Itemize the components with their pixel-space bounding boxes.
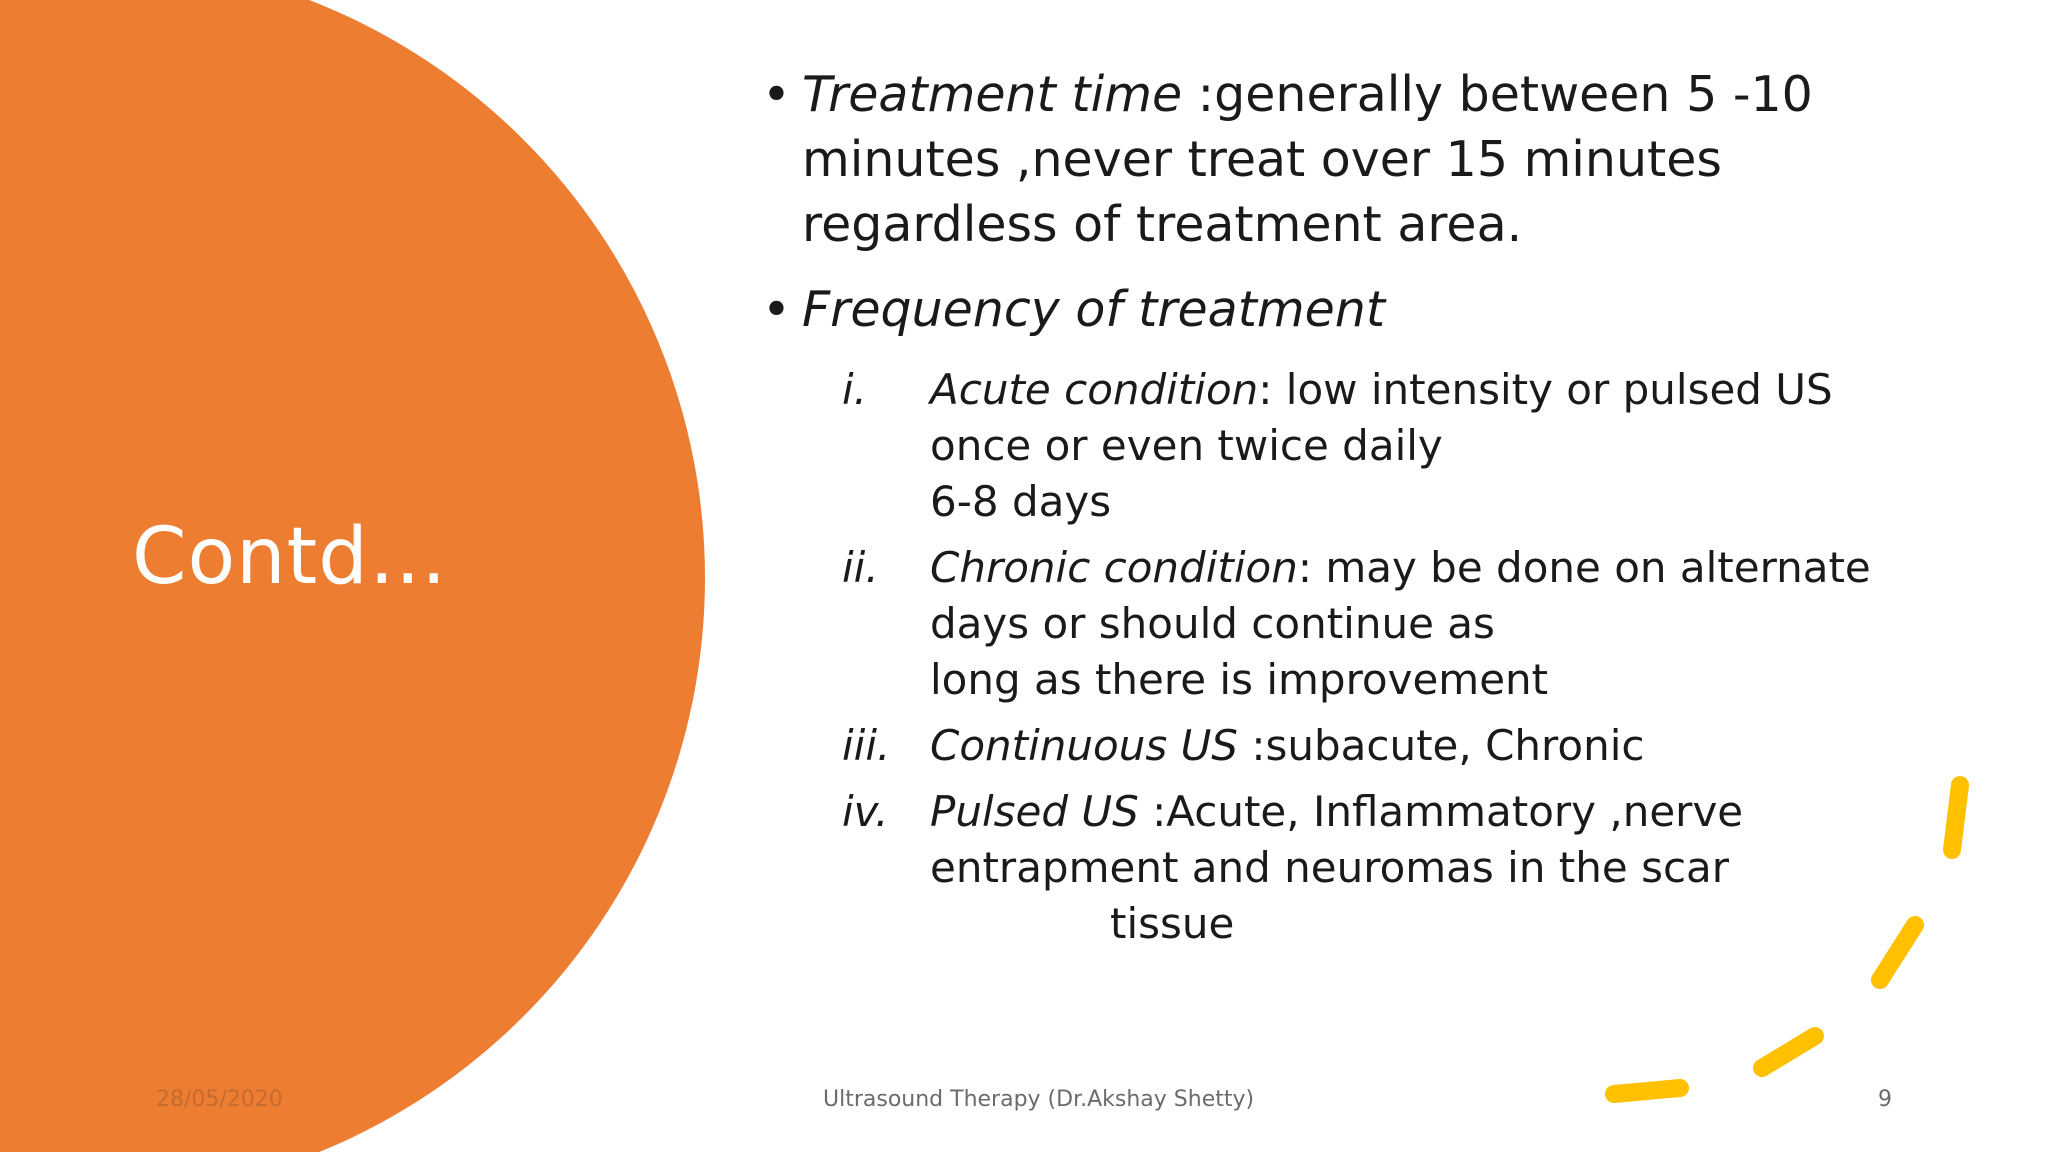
subitem-text: : may be done on alternate	[1297, 543, 1871, 592]
bullet-dot: •	[762, 281, 791, 338]
subitem-line: 6-8 days	[930, 477, 1112, 526]
bullet-dot: •	[762, 66, 791, 123]
subitem-line	[930, 718, 1922, 774]
subitem-number: ii.	[842, 543, 879, 592]
bullet-frequency	[762, 277, 1922, 342]
slide-title: Contd…	[132, 512, 448, 602]
footer-date: 28/05/2020	[156, 1087, 283, 1112]
subitem-chronic	[842, 540, 1922, 708]
bullet-text: :generally between 5 -10	[1182, 66, 1813, 123]
subitem-pulsed	[842, 784, 1922, 952]
subitem-label: Pulsed US	[930, 787, 1139, 836]
subitem-text: :Acute, Inflammatory ,nerve	[1138, 787, 1744, 836]
subitem-number: i.	[842, 365, 868, 414]
bullet-line: minutes ,never treat over 15 minutes	[802, 131, 1722, 188]
subitem-text: :subacute, Chronic	[1237, 721, 1645, 770]
bullet-label: Treatment time	[802, 66, 1183, 123]
subitem-label: Acute condition	[930, 365, 1259, 414]
subitem-label: Chronic condition	[930, 543, 1298, 592]
slide-content	[762, 62, 1922, 962]
subitem-line: tissue	[1110, 899, 1235, 948]
subitem-line: once or even twice daily	[930, 421, 1443, 470]
bullet-treatment-time	[762, 62, 1922, 257]
subitem-line	[930, 362, 1922, 418]
frequency-sublist	[762, 362, 1922, 952]
subitem-line: entrapment and neuromas in the scar	[930, 843, 1730, 892]
subitem-line: long as there is improvement	[930, 655, 1549, 704]
subitem-number: iv.	[842, 787, 889, 836]
subitem-line	[930, 540, 1922, 596]
subitem-text: : low intensity or pulsed US	[1258, 365, 1833, 414]
subitem-acute	[842, 362, 1922, 530]
footer-title: Ultrasound Therapy (Dr.Akshay Shetty)	[823, 1087, 1255, 1112]
bullet-label: Frequency of treatment	[802, 281, 1386, 338]
slide-number: 9	[1878, 1087, 1892, 1112]
bullet-line: regardless of treatment area.	[802, 196, 1523, 253]
bullet-line	[802, 62, 1922, 127]
subitem-line	[930, 784, 1922, 840]
subitem-label: Continuous US	[930, 721, 1238, 770]
subitem-continuous	[842, 718, 1922, 774]
subitem-line: days or should continue as	[930, 599, 1495, 648]
subitem-number: iii.	[842, 721, 891, 770]
